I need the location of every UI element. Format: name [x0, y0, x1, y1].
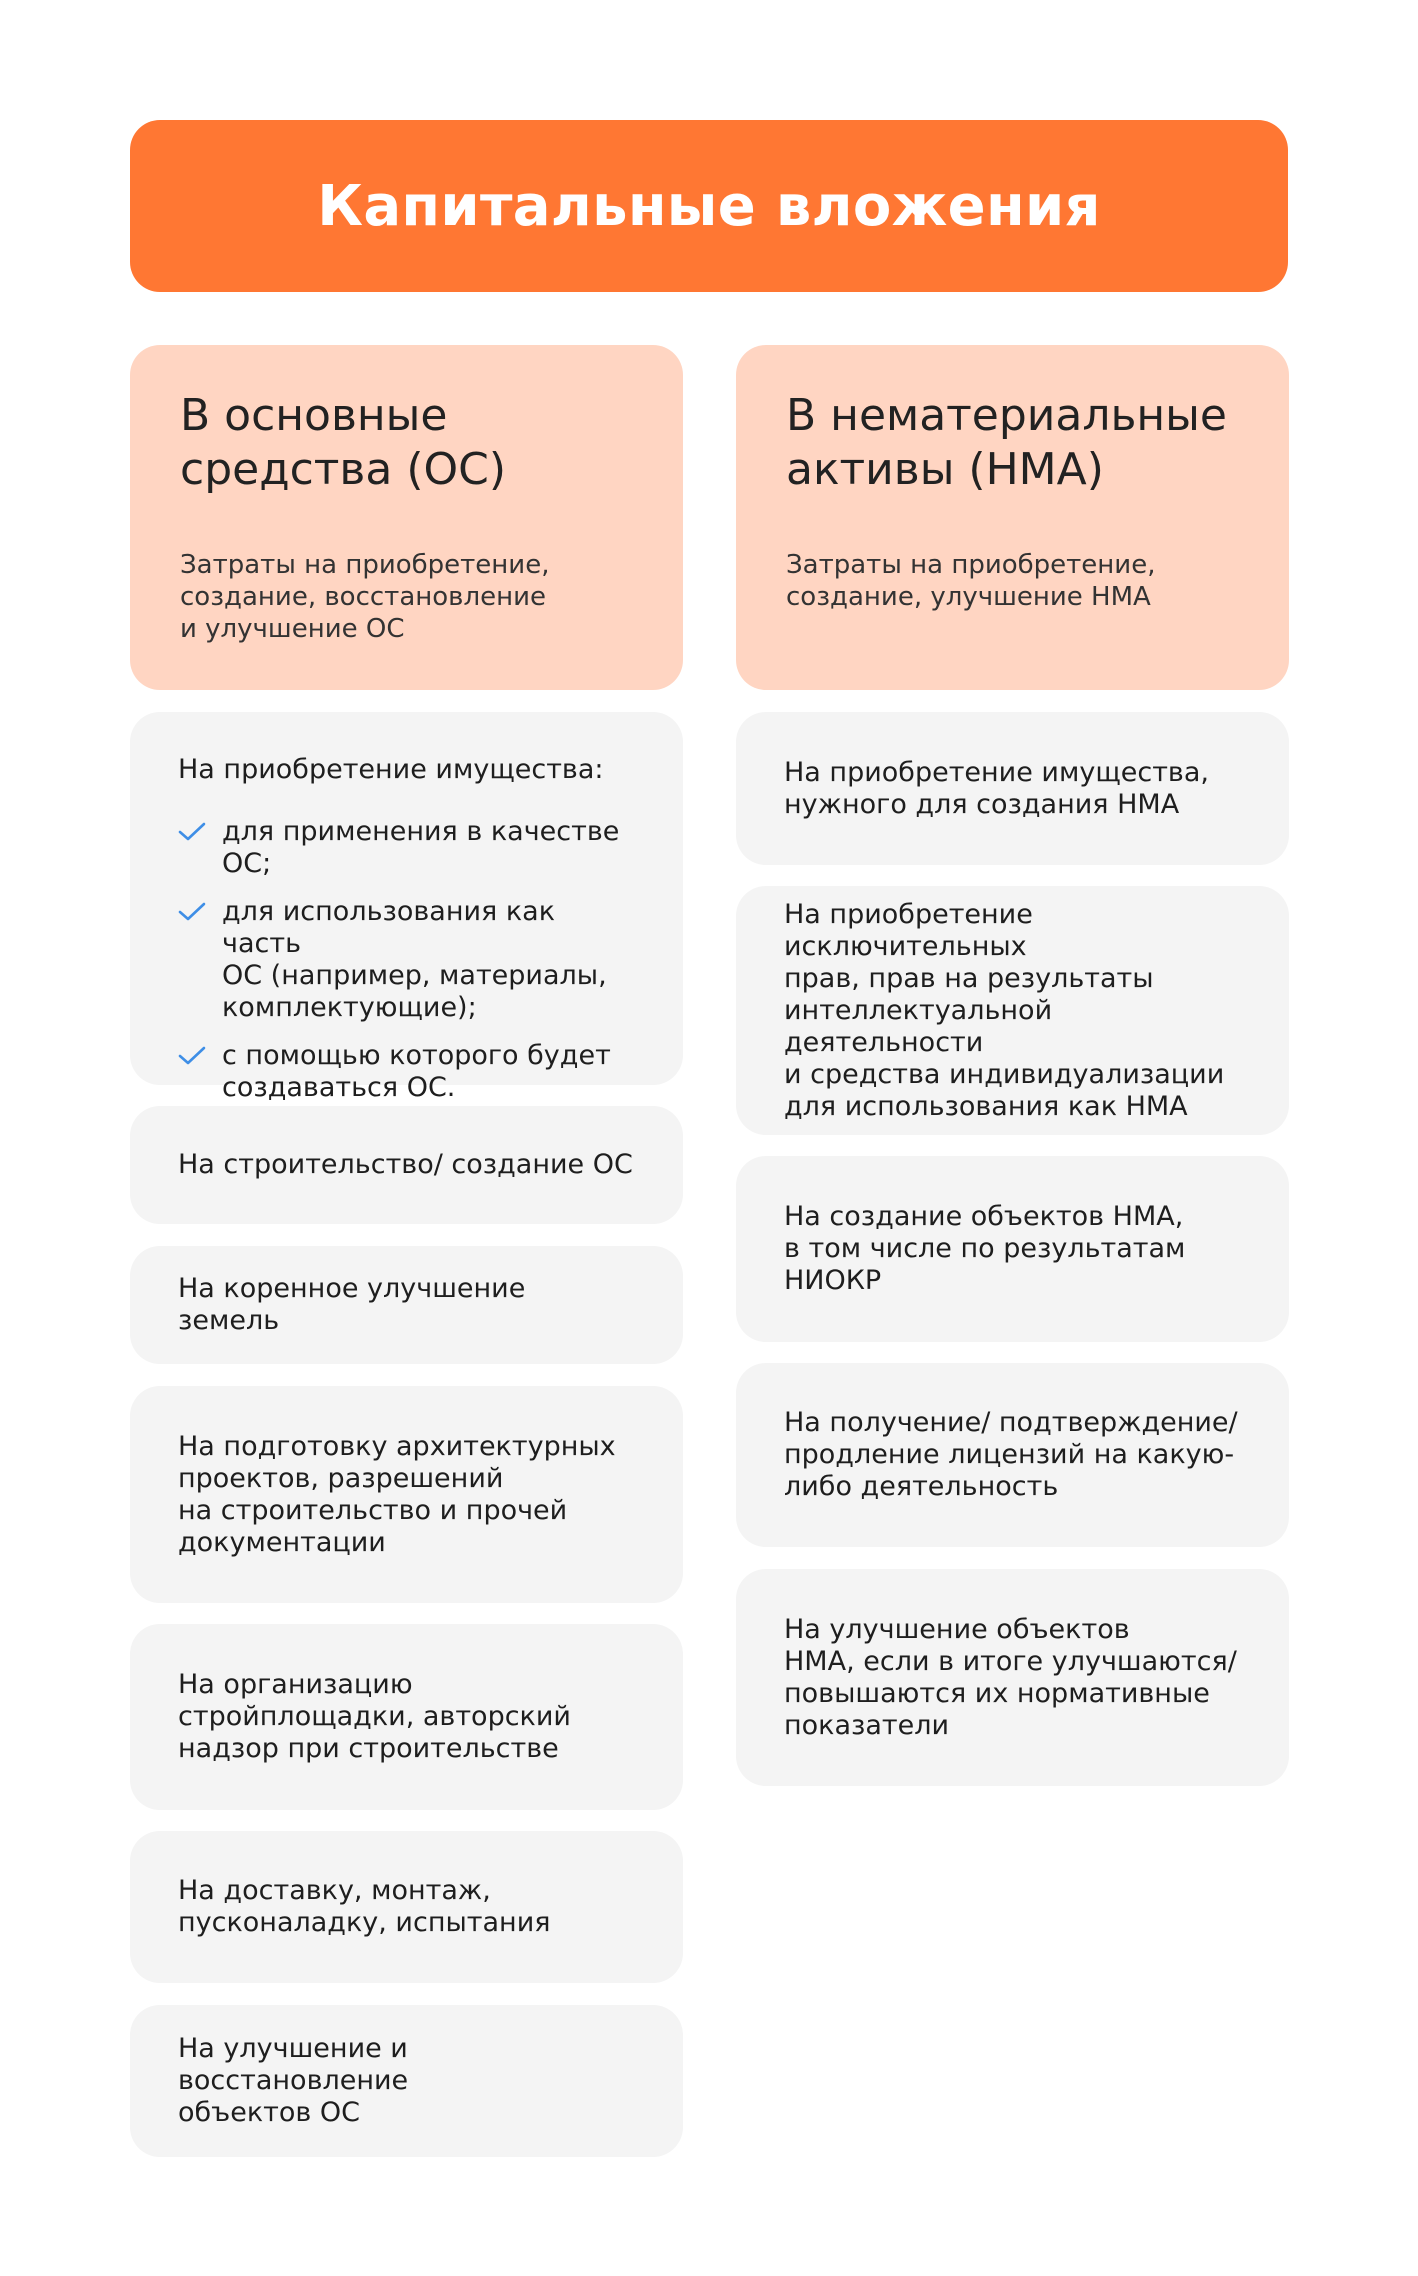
- intangible-assets-title: В нематериальные активы (НМА): [786, 390, 1227, 495]
- fixed-assets-description: Затраты на приобретение, создание, восстановление и улучшение ОС: [180, 550, 550, 644]
- intangible-assets-item-exclusive-rights: На приобретение исключительных прав, прав на результаты интеллектуальной деятельности и средства индивидуализации для использования как НМА: [736, 886, 1289, 1135]
- checkmark-icon: [178, 816, 208, 848]
- checkmark-icon: [178, 1040, 208, 1072]
- page-title: Капитальные вложения: [317, 173, 1101, 239]
- fixed-assets-item-site-organization: На организацию стройплощадки, авторский надзор при строительстве: [130, 1624, 683, 1810]
- fixed-assets-item-land-improvement: На коренное улучшение земель: [130, 1246, 683, 1364]
- checklist-item: для применения в качестве ОС;: [178, 816, 635, 880]
- fixed-assets-header-card: [130, 345, 683, 690]
- fixed-assets-item-improvement-restoration: На улучшение и восстановление объектов ОС: [130, 2005, 683, 2157]
- fixed-assets-item-construction: На строительство/ создание ОС: [130, 1106, 683, 1224]
- intangible-assets-item-licenses: На получение/ подтверждение/ продление лицензий на какую- либо деятельность: [736, 1363, 1289, 1547]
- intangible-assets-description: Затраты на приобретение, создание, улучшение НМА: [786, 550, 1156, 612]
- fixed-assets-title: В основные средства (ОС): [180, 390, 507, 495]
- checklist-item: с помощью которого будет создаваться ОС.: [178, 1040, 635, 1104]
- fixed-assets-item-project-documentation: На подготовку архитектурных проектов, разрешений на строительство и прочей документации: [130, 1386, 683, 1603]
- checklist-item: для использования как часть ОС (например, материалы, комплектующие);: [178, 896, 635, 1024]
- fixed-assets-item-delivery-installation: На доставку, монтаж, пусконаладку, испытания: [130, 1831, 683, 1983]
- intangible-assets-item-improvement: На улучшение объектов НМА, если в итоге улучшаются/ повышаются их нормативные показатели: [736, 1569, 1289, 1786]
- page-title-banner: [130, 120, 1288, 292]
- intangible-assets-header-card: [736, 345, 1289, 690]
- fixed-assets-item-property-purchase: [130, 712, 683, 1103]
- item-lead-text: На приобретение имущества:: [178, 754, 604, 785]
- checkmark-icon: [178, 896, 208, 928]
- intangible-assets-item-property-purchase: На приобретение имущества, нужного для создания НМА: [736, 712, 1289, 865]
- intangible-assets-item-creation: На создание объектов НМА, в том числе по результатам НИОКР: [736, 1156, 1289, 1342]
